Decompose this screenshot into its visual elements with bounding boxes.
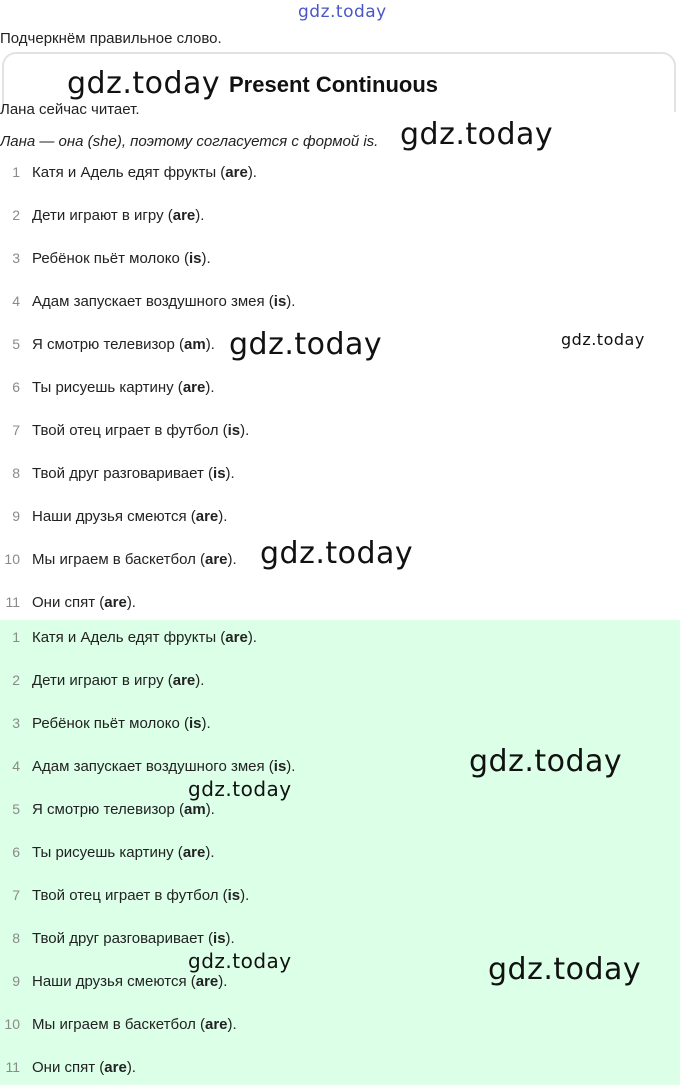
sentence-end: ). — [227, 1016, 237, 1033]
example-explanation: Лана — она (she), поэтому согласуется с формой is. — [0, 133, 379, 150]
watermark: gdz.today — [188, 777, 292, 801]
sentence-end: ). — [218, 508, 228, 525]
sentence-text: Ты рисуешь картину ( — [32, 844, 183, 861]
sentence-text: Наши друзья смеются ( — [32, 973, 196, 990]
correct-word: are — [104, 1059, 127, 1076]
sentence-text: Они спят ( — [32, 594, 105, 611]
sentence-end: ). — [126, 1059, 136, 1076]
watermark: gdz.today — [188, 949, 292, 973]
item-sentence — [32, 1059, 136, 1076]
item-sentence — [32, 930, 235, 947]
correct-word: is — [213, 465, 226, 482]
example-sentence: Лана сейчас читает. — [0, 101, 140, 118]
item-sentence — [32, 1016, 237, 1033]
item-sentence — [32, 973, 227, 990]
sentence-end: ). — [286, 293, 296, 310]
correct-word: is — [273, 293, 287, 310]
item-number: 3 — [12, 715, 20, 731]
sentence-end: ). — [247, 629, 257, 646]
item-number: 5 — [12, 801, 20, 817]
correct-word: are — [195, 508, 219, 525]
task-instruction: Подчеркнём правильное слово. — [0, 30, 222, 47]
sentence-text: Я смотрю телевизор ( — [32, 336, 184, 353]
correct-word: are — [182, 844, 206, 861]
sentence-end: ). — [205, 336, 215, 353]
sentence-text: Адам запускает воздушного змея ( — [32, 293, 274, 310]
item-number: 8 — [12, 465, 20, 481]
item-number: 8 — [12, 930, 20, 946]
correct-word: is — [227, 887, 241, 904]
watermark: gdz.today — [67, 66, 221, 101]
correct-word: is — [188, 715, 202, 732]
sentence-text: Дети играют в игру ( — [32, 672, 173, 689]
item-sentence — [32, 629, 257, 646]
sentence-text: Мы играем в баскетбол ( — [32, 1016, 205, 1033]
item-number: 2 — [12, 207, 20, 223]
sentence-end: ). — [201, 250, 211, 267]
sentence-end: ). — [227, 551, 237, 568]
sentence-text: Твой отец играет в футбол ( — [32, 887, 228, 904]
watermark-top: gdz.today — [298, 2, 387, 22]
correct-word: is — [227, 422, 241, 439]
sentence-text: Твой отец играет в футбол ( — [32, 422, 228, 439]
sentence-text: Катя и Адель едят фрукты ( — [32, 164, 226, 181]
item-number: 10 — [4, 1016, 20, 1032]
item-sentence — [32, 887, 249, 904]
sentence-end: ). — [225, 465, 235, 482]
item-number: 11 — [5, 594, 20, 610]
item-sentence — [32, 844, 215, 861]
item-number: 6 — [12, 844, 20, 860]
watermark: gdz.today — [469, 744, 623, 779]
item-sentence — [32, 207, 204, 224]
item-sentence — [32, 715, 211, 732]
item-sentence — [32, 379, 215, 396]
sentence-text: Ты рисуешь картину ( — [32, 379, 183, 396]
item-sentence — [32, 672, 204, 689]
correct-word: are — [104, 594, 127, 611]
item-number: 11 — [5, 1059, 20, 1075]
item-sentence — [32, 801, 215, 818]
item-sentence — [32, 164, 257, 181]
sentence-end: ). — [195, 672, 205, 689]
watermark: gdz.today — [229, 327, 383, 362]
sentence-text: Дети играют в игру ( — [32, 207, 173, 224]
item-number: 4 — [12, 293, 20, 309]
correct-word: are — [205, 551, 228, 568]
correct-word: am — [184, 801, 206, 818]
sentence-end: ). — [195, 207, 205, 224]
correct-word: are — [225, 629, 248, 646]
item-number: 10 — [4, 551, 20, 567]
item-number: 9 — [12, 973, 20, 989]
sentence-text: Наши друзья смеются ( — [32, 508, 196, 525]
sentence-text: Твой друг разговаривает ( — [32, 930, 214, 947]
sentence-text: Они спят ( — [32, 1059, 105, 1076]
watermark: gdz.today — [488, 952, 642, 987]
correct-word: are — [205, 1016, 228, 1033]
sentence-end: ). — [205, 801, 215, 818]
sentence-text: Ребёнок пьёт молоко ( — [32, 250, 189, 267]
item-number: 9 — [12, 508, 20, 524]
item-sentence — [32, 508, 227, 525]
sentence-end: ). — [126, 594, 136, 611]
item-number: 3 — [12, 250, 20, 266]
item-sentence — [32, 336, 215, 353]
sentence-text: Адам запускает воздушного змея ( — [32, 758, 274, 775]
item-number: 2 — [12, 672, 20, 688]
item-sentence — [32, 594, 136, 611]
sentence-text: Я смотрю телевизор ( — [32, 801, 184, 818]
sentence-text: Катя и Адель едят фрукты ( — [32, 629, 226, 646]
correct-word: is — [213, 930, 226, 947]
sentence-end: ). — [240, 887, 250, 904]
correct-word: am — [184, 336, 206, 353]
item-number: 1 — [12, 164, 20, 180]
correct-word: are — [225, 164, 248, 181]
sentence-text: Ребёнок пьёт молоко ( — [32, 715, 189, 732]
sentence-text: Мы играем в баскетбол ( — [32, 551, 205, 568]
item-number: 4 — [12, 758, 20, 774]
sentence-end: ). — [218, 973, 228, 990]
correct-word: is — [188, 250, 202, 267]
item-number: 7 — [12, 887, 20, 903]
sentence-end: ). — [247, 164, 257, 181]
item-sentence — [32, 465, 235, 482]
correct-word: are — [172, 207, 196, 224]
sentence-text: Твой друг разговаривает ( — [32, 465, 214, 482]
watermark: gdz.today — [561, 330, 645, 349]
sentence-end: ). — [205, 379, 215, 396]
sentence-end: ). — [286, 758, 296, 775]
correct-word: are — [182, 379, 206, 396]
sentence-end: ). — [201, 715, 211, 732]
watermark: gdz.today — [260, 536, 414, 571]
item-sentence — [32, 250, 211, 267]
item-number: 5 — [12, 336, 20, 352]
correct-word: is — [273, 758, 287, 775]
correct-word: are — [195, 973, 219, 990]
sentence-end: ). — [240, 422, 250, 439]
item-sentence — [32, 293, 295, 310]
section-title: Present Continuous — [229, 72, 439, 97]
item-sentence — [32, 422, 249, 439]
sentence-end: ). — [225, 930, 235, 947]
correct-word: are — [172, 672, 196, 689]
item-sentence — [32, 758, 295, 775]
item-number: 6 — [12, 379, 20, 395]
item-number: 1 — [12, 629, 20, 645]
item-sentence — [32, 551, 237, 568]
sentence-end: ). — [205, 844, 215, 861]
watermark: gdz.today — [400, 117, 554, 152]
item-number: 7 — [12, 422, 20, 438]
